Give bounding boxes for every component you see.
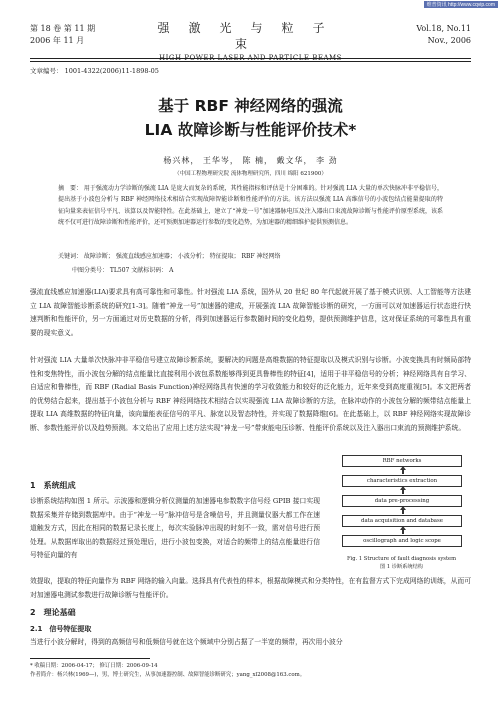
header-right [416, 23, 471, 47]
footnote-author-bio: 作者简介：杨兴林(1969—)，男，博士研究生，从事加速器控制、故障智能诊断研究；yang_xl2008@163.com。 [30, 672, 306, 678]
arrow-stem [402, 490, 404, 494]
box-data-acquisition: data acquisition and database [342, 515, 462, 527]
intro-paragraph-1: 强流直线感应加速器(LIA)要求具有高可靠性和可靠性。针对强流 LIA 系统，国外从 20 世纪 80 年代起就开展了基于模式识别、人工智能等方法建立 LIA 故障智能诊断系统的研究[1-3]。随着“神龙一号”加速器的建成，开展强流 LIA 故障智能诊断的研究，一方面可以对加速器运行状态进行快速判断和性能评价，另一方面通过对历史数据的分析，得到加速器运行参数随时间的变化趋势，提供预测维护信息，这对保证系统的可靠性具有重要的现实意义。 [30, 288, 471, 337]
journal-header [30, 20, 471, 62]
journal-title-en: HIGH POWER LASER AND PARTICLE BEAMS [159, 54, 342, 62]
keywords: 关键词： 故障诊断； 强流直线感应加速器； 小波分析； 特征提取； RBF 神经网络 [58, 253, 281, 260]
article-number: 文章编号： 1001-4322(2006)11-1898-05 [30, 67, 159, 75]
abstract: 摘 要： 用于强流动力学诊断的强流 LIA 是庞大而复杂的系统，其性能指标和评估是十分困难的。针对强流 LIA 大量的单次快脉冲非平稳信号，提出基于小波包分析与 RBF 神经网络技术相结合实现故障智能诊断和性能评价的方法。该方法以强流 LIA 高维信号的小波包结点能量提取的特征向量来表征信号平凡、该算以及智能特性。在此基础上，建立了“神龙一号”加速器脉电压及注入器出口束流故障诊断与性能评价原型系统，该系统不仅可进行故障诊断和性能评价，还可预测加速器运行参数的变化趋势，为加速器的精细维护提供预测信息。 [58, 185, 443, 227]
watermark: 维普资讯 http://www.cqvip.com [424, 1, 498, 8]
section2-1-paragraph: 当进行小波分解时，得到的高频信号和低频信号就在这个频域中分别占据了一半宽的频带，再次用小波分 [30, 638, 343, 646]
box-oscillograph: oscillograph and logic scope [342, 535, 462, 547]
section-heading-2: 2 理论基础 [30, 608, 76, 617]
header-rule-thin [30, 61, 471, 62]
header-rule-thick [30, 58, 471, 59]
box-data-preprocessing: data pre-processing [342, 495, 462, 507]
section-heading-1: 1 系统组成 [30, 481, 76, 490]
intro-paragraph-2: 针对强流 LIA 大量单次快脉冲非平稳信号建立故障诊断系统，要解决的问题是高维数据的特征提取以及模式识别与诊断。小波变换具有时频局部特性和变焦特性，而小波包分解的结点能量比直接利用小波包系数能够得到更具鲁棒性的特征[4]，适用于非平稳信号的分析；神经网络具有自学习、自适应和鲁棒性，而 RBF (Radial Basis Function)神经网络具有快速的学习收敛能力和较好的泛化能力，近年来受到高度重视[5]。本文把两者的优势结合起来，提出基于小波包分析与 RBF 神经网络技术相结合以实现强流 LIA 故障诊断的方法，在脉冲动作的小波包分解的频带结点能量上提取 LIA 高维数据的特征向量，该向量能表征信号的平凡、脉宽以及智态特性，并实现了数据降维[6]。在此基础上，以 RBF 神经网络实现故障诊断、参数性能评价以及趋势预测。本文给出了应用上述方法实现“神龙一号”带束能电压诊断、性能评价系统以及注入器出口束流的预测维护系统。 [30, 356, 471, 432]
section1-paragraph-continued: 效提取，提取的特征向量作为 RBF 网络的输入向量。选择具有代表性的样本，根据故障模式和分类特性，在有监督方式下完成网络的训练，从而可对加速器电测试参数进行故障诊断与性能评价。 [30, 577, 471, 599]
box-characteristics-extraction: characteristics extraction [342, 475, 462, 487]
figure-caption-en: Fig. 1 Structure of fault diagnosis system [346, 556, 457, 562]
date-en: Nov., 2006 [427, 36, 471, 45]
volume-en: Vol.18, No.11 [416, 24, 471, 33]
subsection-heading-2-1: 2.1 信号特征提取 [30, 625, 92, 633]
paper-title-line1: 基于 RBF 神经网络的强流 [158, 97, 343, 115]
section1-text: 诊断系统结构如图 1 所示。示波器和逻辑分析仪测量的加速器电参数数字信号经 GPIB 接口实现数据采集并存储到数据库中。由于“神龙一号”脉冲信号是含噪信号，并且测量仪器大都工作在速道触发方式，因此在相同的数据记录长度上，每次实验脉冲出现的时刻不一致，需对信号进行预处理。从数据库取出的数据经过预处理后，进行小波包变换，对适合的频带上的结点能量进行信号特征向量的有 [30, 497, 320, 560]
volume-cn: 第 18 卷 第 11 期 [30, 24, 96, 33]
classification: 中图分类号： TL507 文献标识码： A [72, 267, 174, 274]
box-rbf-networks: RBF networks [342, 455, 462, 467]
arrow-stem [402, 530, 404, 534]
arrow-stem [402, 510, 404, 514]
footnote-rule [30, 658, 150, 659]
header-left [30, 23, 95, 47]
figure-1-diagram [332, 455, 472, 555]
paper-title-line2: LIA 故障诊断与性能评价技术* [144, 121, 357, 139]
footnote-dates: * 收稿日期：2006-04-17； 修订日期：2006-09-14 [30, 663, 158, 669]
authors: 杨兴林， 王华岑， 陈 楠， 戴文华， 李 劲 [163, 156, 338, 165]
journal-title-cn: 强激光与粒子束 [157, 21, 344, 51]
affiliation: （中国工程物理研究院 流体物理研究所，四川 绵阳 621900） [174, 171, 327, 177]
date-cn: 2006 年 11 月 [30, 36, 85, 45]
arrow-stem [402, 470, 404, 474]
figure-caption-cn: 图 1 诊断系统结构 [380, 564, 423, 570]
figure-1-caption [332, 555, 471, 571]
